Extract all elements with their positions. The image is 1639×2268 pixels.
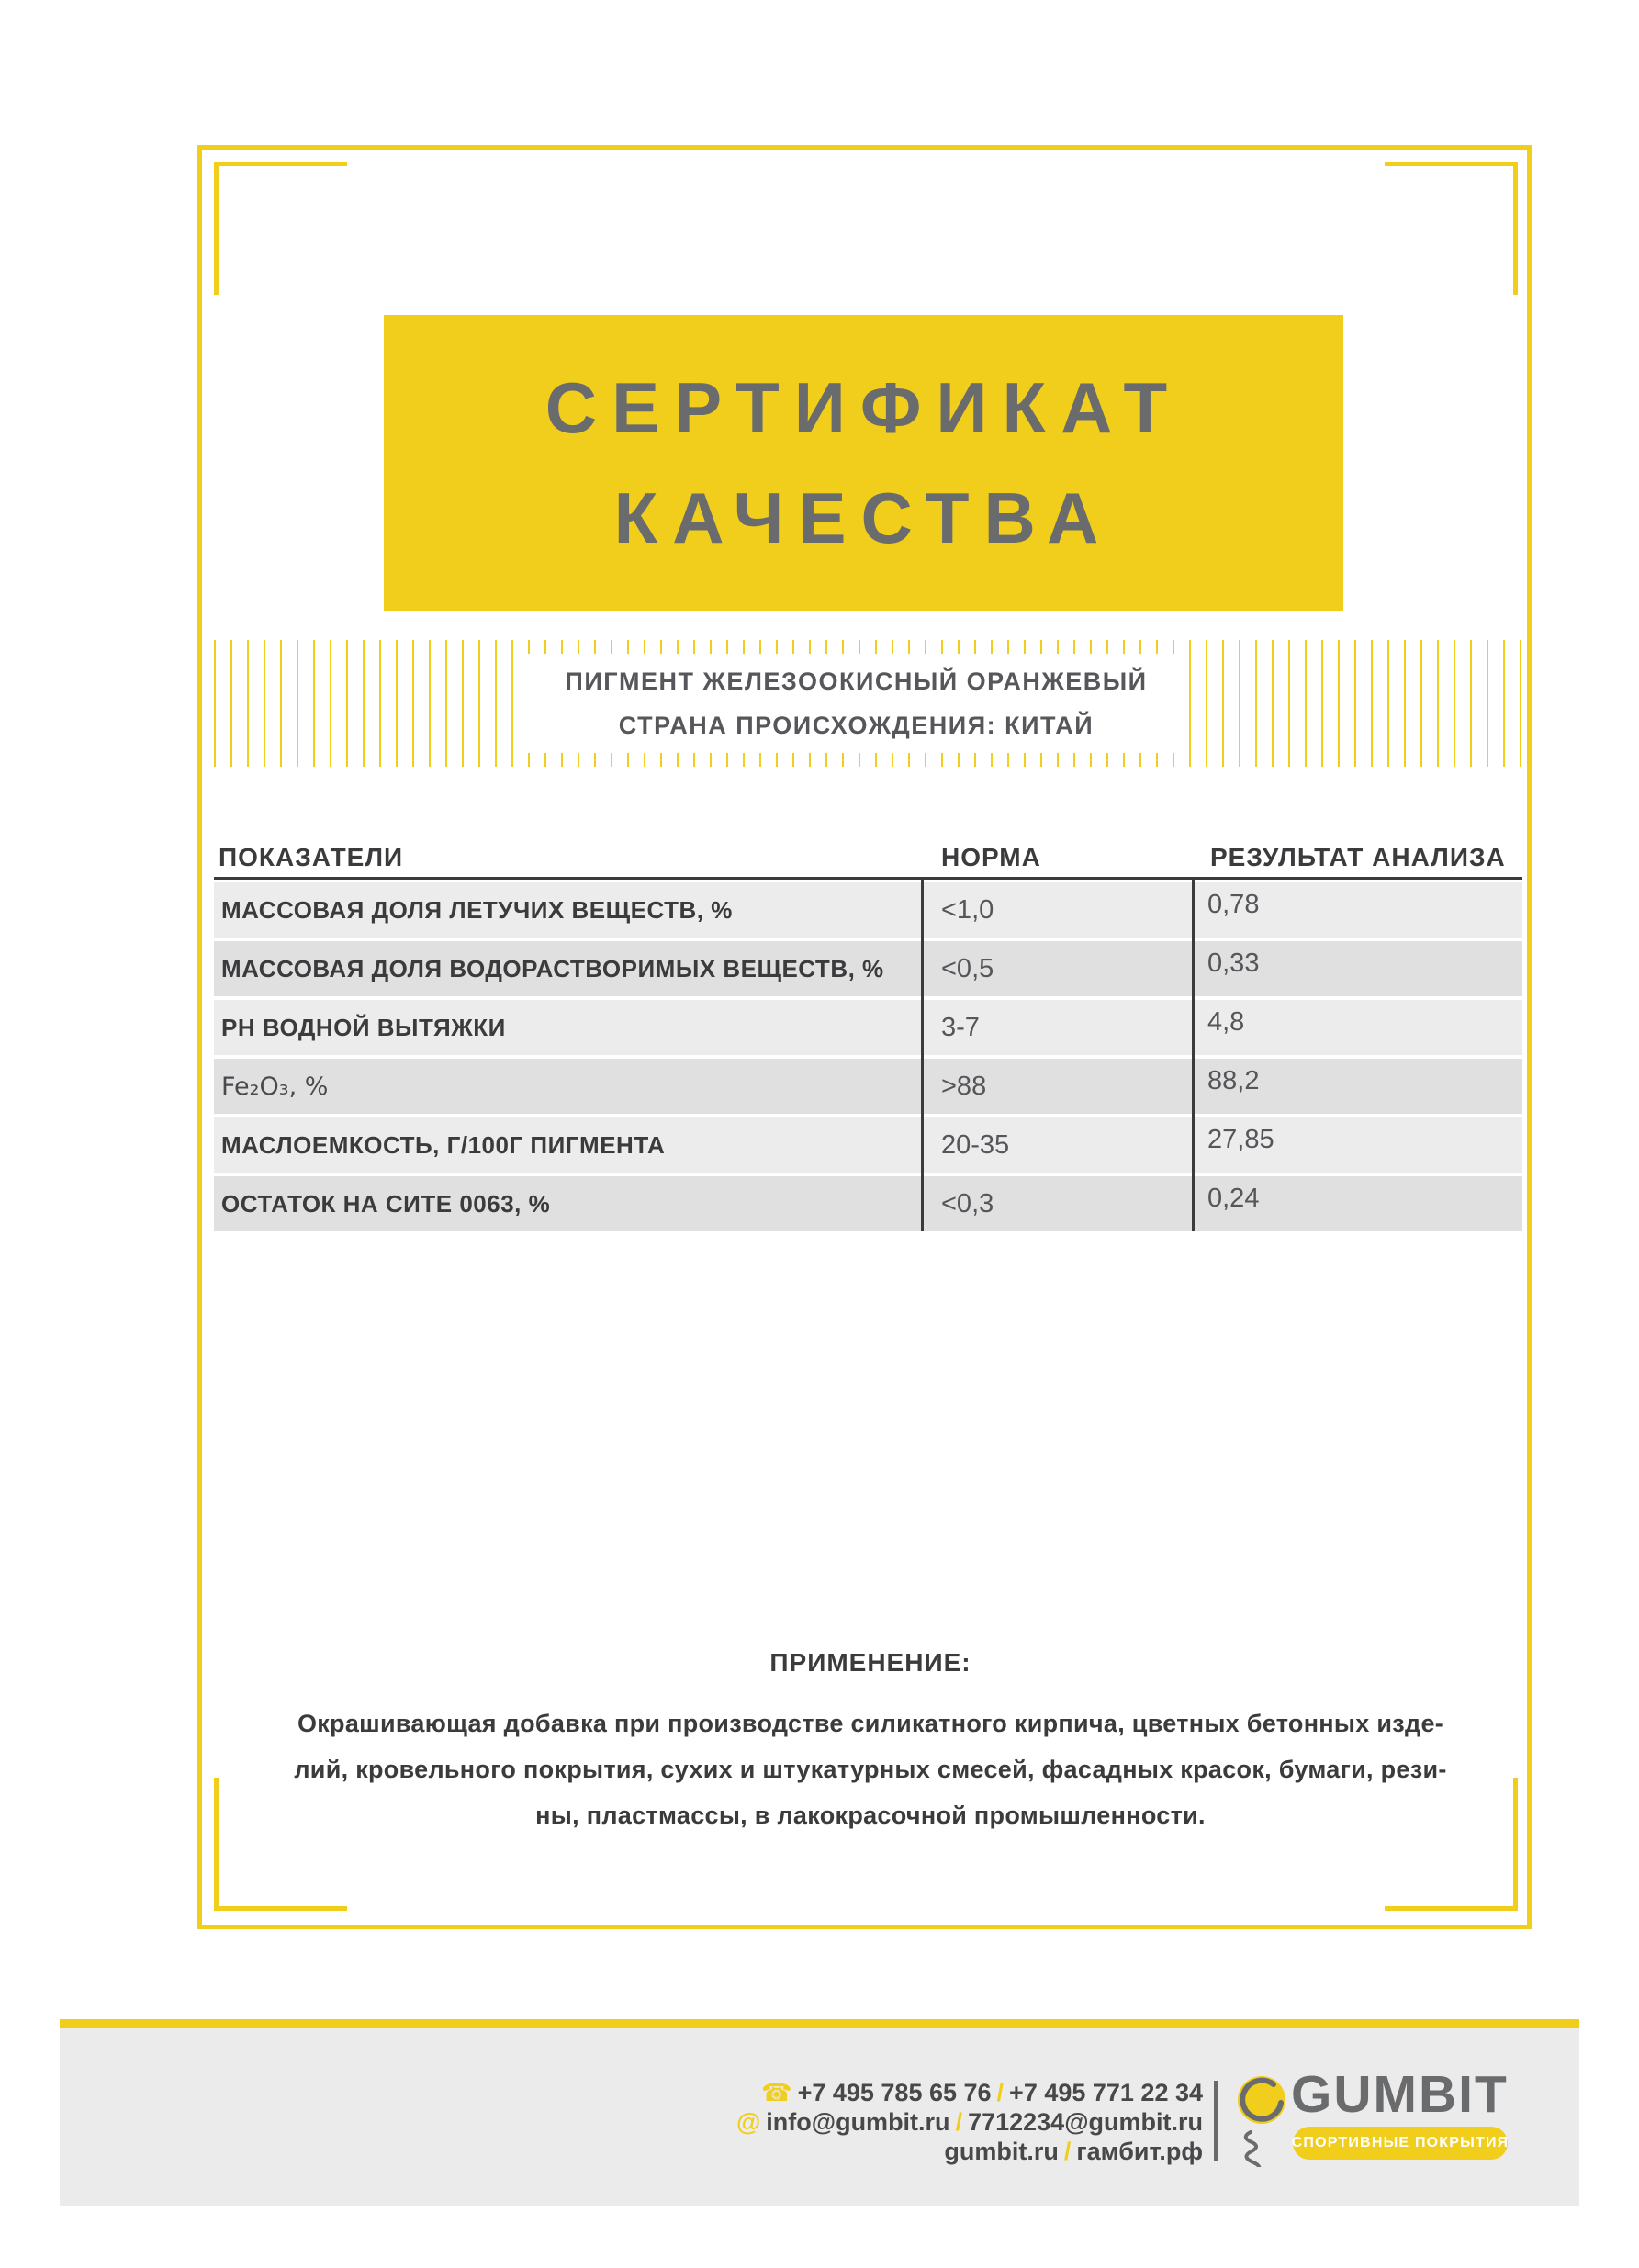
row-result: 4,8 <box>1207 1007 1245 1037</box>
footer-divider <box>1214 2081 1218 2161</box>
row-norm: >88 <box>941 1071 987 1101</box>
row-indicator: Fe₂O₃, % <box>221 1072 329 1101</box>
table-header-indicators: ПОКАЗАТЕЛИ <box>219 843 404 871</box>
corner-bracket-top-left <box>214 162 347 295</box>
footer-phones <box>736 2078 1203 2107</box>
row-indicator: ОСТАТОК НА СИТЕ 0063, % <box>221 1189 551 1218</box>
row-norm: <0,3 <box>941 1188 994 1218</box>
email-1: info@gumbit.ru <box>766 2108 950 2136</box>
row-result: 0,33 <box>1207 949 1260 978</box>
title-line-2: КАЧЕСТВА <box>613 477 1114 558</box>
table-column-divider <box>1192 880 1195 1231</box>
website-2: гамбит.рф <box>1076 2138 1203 2165</box>
website-1: gumbit.ru <box>944 2138 1059 2165</box>
table-header-rule <box>214 877 1522 880</box>
row-norm: 3-7 <box>941 1012 980 1042</box>
row-norm: <1,0 <box>941 894 994 925</box>
row-result: 0,24 <box>1207 1184 1260 1213</box>
row-indicator: МАСЛОЕМКОСТЬ, Г/100Г ПИГМЕНТА <box>221 1130 666 1159</box>
country-of-origin: СТРАНА ПРОИСХОЖДЕНИЯ: КИТАЙ <box>618 711 1095 739</box>
table-row <box>214 1176 1522 1231</box>
row-result: 27,85 <box>1207 1125 1274 1154</box>
table-row <box>214 941 1522 996</box>
title-banner <box>384 315 1343 611</box>
row-indicator: МАССОВАЯ ДОЛЯ ВОДОРАСТВОРИМЫХ ВЕЩЕСТВ, % <box>221 954 884 982</box>
subtitle-stripe-band <box>214 640 1527 767</box>
application-text <box>251 1701 1490 1838</box>
table-row <box>214 1117 1522 1173</box>
row-norm: 20-35 <box>941 1129 1010 1160</box>
gumbit-logo-icon <box>1230 2075 1289 2167</box>
title-line-1: СЕРТИФИКАТ <box>544 367 1183 448</box>
footer-accent-bar <box>60 2019 1579 2028</box>
phone-number-2: +7 495 771 22 34 <box>1009 2079 1203 2106</box>
footer-contacts <box>736 2078 1203 2166</box>
row-result: 88,2 <box>1207 1066 1260 1095</box>
phone-icon: ☎ <box>760 2079 792 2106</box>
table-header-norm: НОРМА <box>941 843 1041 871</box>
corner-bracket-top-right <box>1385 162 1518 295</box>
table-column-divider <box>921 880 924 1231</box>
brand-tagline-badge: СПОРТИВНЫЕ ПОКРЫТИЯ <box>1293 2127 1508 2160</box>
separator-slash: / <box>996 2079 1005 2106</box>
subtitle-panel <box>528 654 1184 753</box>
row-indicator: РН ВОДНОЙ ВЫТЯЖКИ <box>221 1013 506 1041</box>
table-header-result: РЕЗУЛЬТАТ АНАЛИЗА <box>1210 843 1506 871</box>
application-line: Окрашивающая добавка при производстве силикатного кирпича, цветных бетонных изде- <box>297 1710 1444 1737</box>
table-row <box>214 882 1522 938</box>
table-row <box>214 1059 1522 1114</box>
footer-websites <box>736 2137 1203 2166</box>
application-line: ны, пластмассы, в лакокрасочной промышленности. <box>535 1802 1206 1829</box>
separator-slash: / <box>1063 2138 1072 2165</box>
separator-slash: / <box>955 2108 963 2136</box>
row-indicator: МАССОВАЯ ДОЛЯ ЛЕТУЧИХ ВЕЩЕСТВ, % <box>221 895 733 924</box>
gumbit-wordmark: GUMBIT <box>1291 2065 1509 2124</box>
product-name: ПИГМЕНТ ЖЕЛЕЗООКИСНЫЙ ОРАНЖЕВЫЙ <box>565 667 1148 695</box>
application-line: лий, кровельного покрытия, сухих и штукатурных смесей, фасадных красок, бумаги, рези- <box>294 1756 1447 1783</box>
table-row <box>214 1000 1522 1055</box>
email-2: 7712234@gumbit.ru <box>968 2108 1203 2136</box>
footer-emails <box>736 2107 1203 2137</box>
at-icon: @ <box>735 2108 761 2136</box>
application-heading: ПРИМЕНЕНИЕ: <box>769 1648 971 1677</box>
row-norm: <0,5 <box>941 953 994 983</box>
phone-number-1: +7 495 785 65 76 <box>797 2079 992 2106</box>
row-result: 0,78 <box>1207 890 1260 919</box>
